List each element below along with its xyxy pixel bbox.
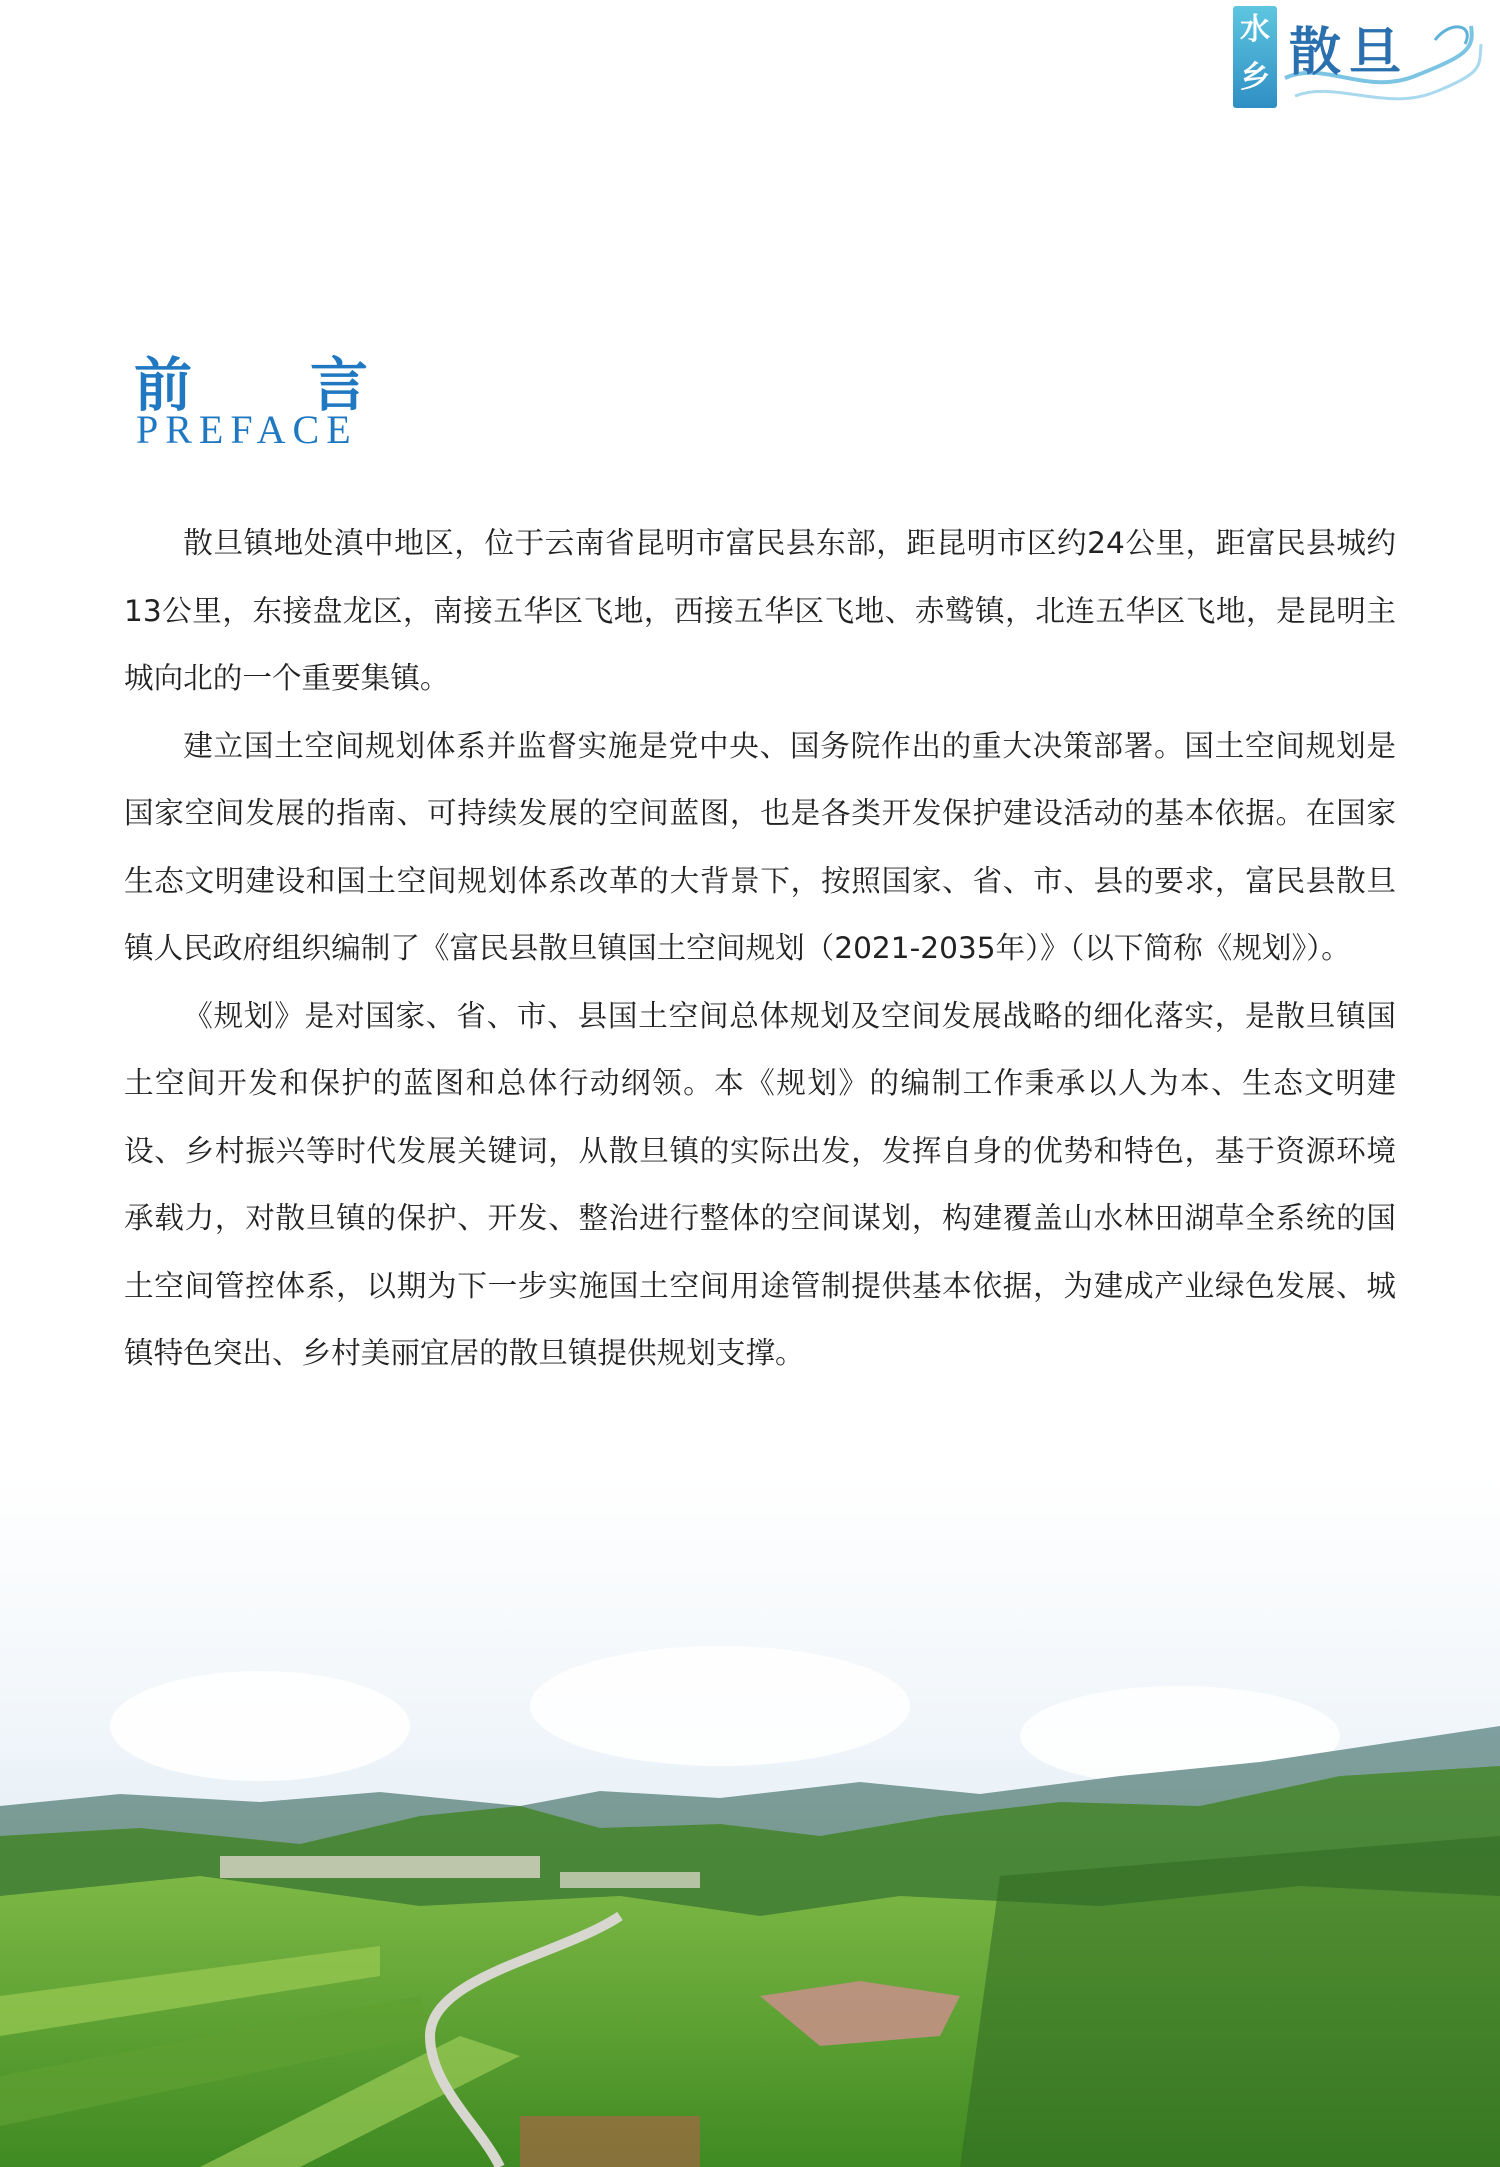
landscape-photo <box>0 1476 1500 2167</box>
page-title: 前言 <box>134 351 487 419</box>
paragraph: 散旦镇地处滇中地区，位于云南省昆明市富民县东部，距昆明市区约24公里，距富民县城约13公里，东接盘龙区，南接五华区飞地，西接五华区飞地、赤鹫镇，北连五华区飞地，是昆明主城向北的一个重要集镇。 <box>124 526 1396 695</box>
brand-logo <box>1225 0 1485 120</box>
logo-badge-char-2: 乡 <box>1240 60 1270 95</box>
logo-badge-char-1: 水 <box>1240 12 1270 47</box>
logo-badge <box>1233 6 1277 108</box>
page-subtitle: PREFACE <box>136 407 358 452</box>
paragraph: 《规划》是对国家、省、市、县国土空间总体规划及空间发展战略的细化落实，是散旦镇国土空间开发和保护的蓝图和总体行动纲领。本《规划》的编制工作秉承以人为本、生态文明建设、乡村振兴等时代发展关键词，从散旦镇的实际出发，发挥自身的优势和特色，基于资源环境承载力，对散旦镇的保护、开发、整治进行整体的空间谋划，构建覆盖山水林田湖草全系统的国土空间管控体系，以期为下一步实施国土空间用途管制提供基本依据，为建成产业绿色发展、城镇特色突出、乡村美丽宜居的散旦镇提供规划支撑。 <box>124 998 1396 1370</box>
preface-body <box>124 510 1396 1388</box>
logo-name: 散旦 <box>1289 22 1410 83</box>
paragraph: 建立国土空间规划体系并监督实施是党中央、国务院作出的重大决策部署。国土空间规划是国家空间发展的指南、可持续发展的空间蓝图，也是各类开发保护建设活动的基本依据。在国家生态文明建设和国土空间规划体系改革的大背景下，按照国家、省、市、县的要求，富民县散旦镇人民政府组织编制了《富民县散旦镇国土空间规划（2021-2035年）》（以下简称《规划》）。 <box>124 728 1396 965</box>
